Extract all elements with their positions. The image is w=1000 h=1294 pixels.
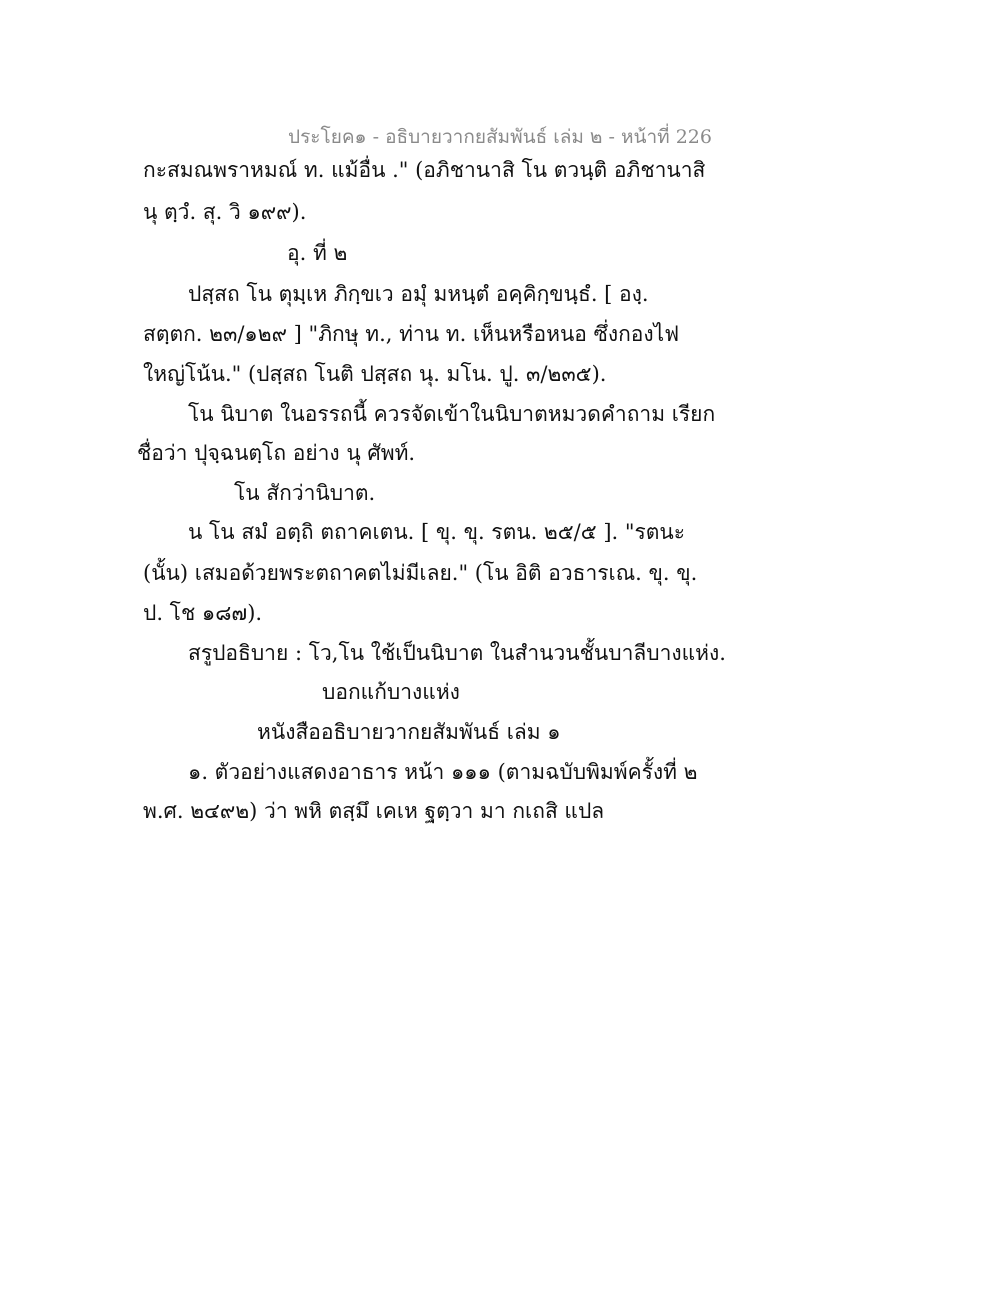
numbered-item-1: ๑. ตัวอย่างแสดงอาธาร หน้า ๑๑๑ (ตามฉบับพิมพ์ครั้งที่ ๒: [188, 760, 698, 784]
page-header: ประโยค๑ - อธิบายวากยสัมพันธ์ เล่ม ๒ - หน้าที่ 226: [288, 126, 712, 148]
subheading-no-particle: โน สักว่านิบาต.: [234, 481, 376, 505]
text-line-11: (นั้น) เสมอด้วยพระตถาคตไม่มีเลย." (โน อิติ อวธารเณ. ขุ. ขุ.: [143, 561, 698, 585]
text-line-7: โน นิบาต ในอรรถนี้ ควรจัดเข้าในนิบาตหมวดคำถาม เรียก: [188, 402, 716, 426]
example-heading: อุ. ที่ ๒: [287, 241, 348, 265]
summary-line: สรูปอธิบาย : โว,โน ใช้เป็นนิบาต ในสำนวนชั้นบาลีบางแห่ง.: [188, 641, 726, 665]
text-line-2: นุ ตฺวํ. สุ. วิ ๑๙๙).: [143, 200, 307, 224]
text-line-1: กะสมณพราหมณ์ ท. แม้อื่น ." (อภิชานาสิ โน ตวนฺติ อภิชานาสิ: [143, 158, 706, 182]
text-line-10: น โน สมํ อตฺถิ ตถาคเตน. [ ขุ. ขุ. รตน. ๒๕/๕ ]. "รตนะ: [188, 520, 686, 544]
text-line-12: ป. โช ๑๘๗).: [143, 601, 263, 625]
section-subheading-book: หนังสืออธิบายวากยสัมพันธ์ เล่ม ๑: [257, 720, 561, 744]
text-line-17: พ.ศ. ๒๔๙๒) ว่า พหิ ตสฺมึ เคเห ฐตฺวา มา กเถสิ แปล: [143, 799, 605, 823]
text-line-5: สตฺตก. ๒๓/๑๒๙ ] "ภิกษุ ท., ท่าน ท. เห็นหรือหนอ ซึ่งกองไฟ: [143, 322, 680, 346]
text-line-4: ปสฺสถ โน ตุมฺเห ภิกฺขเว อมุํ มหนฺตํ อคฺคิกฺขนฺธํ. [ องฺ.: [188, 282, 649, 306]
section-heading-corrections: บอกแก้บางแห่ง: [322, 680, 460, 704]
text-line-6: ใหญ่โน้น." (ปสฺสถ โนติ ปสฺสถ นุ. มโน. ปู. ๓/๒๓๕).: [143, 362, 607, 386]
text-line-8: ชื่อว่า ปุจฺฉนตฺโถ อย่าง นุ ศัพท์.: [137, 441, 416, 465]
